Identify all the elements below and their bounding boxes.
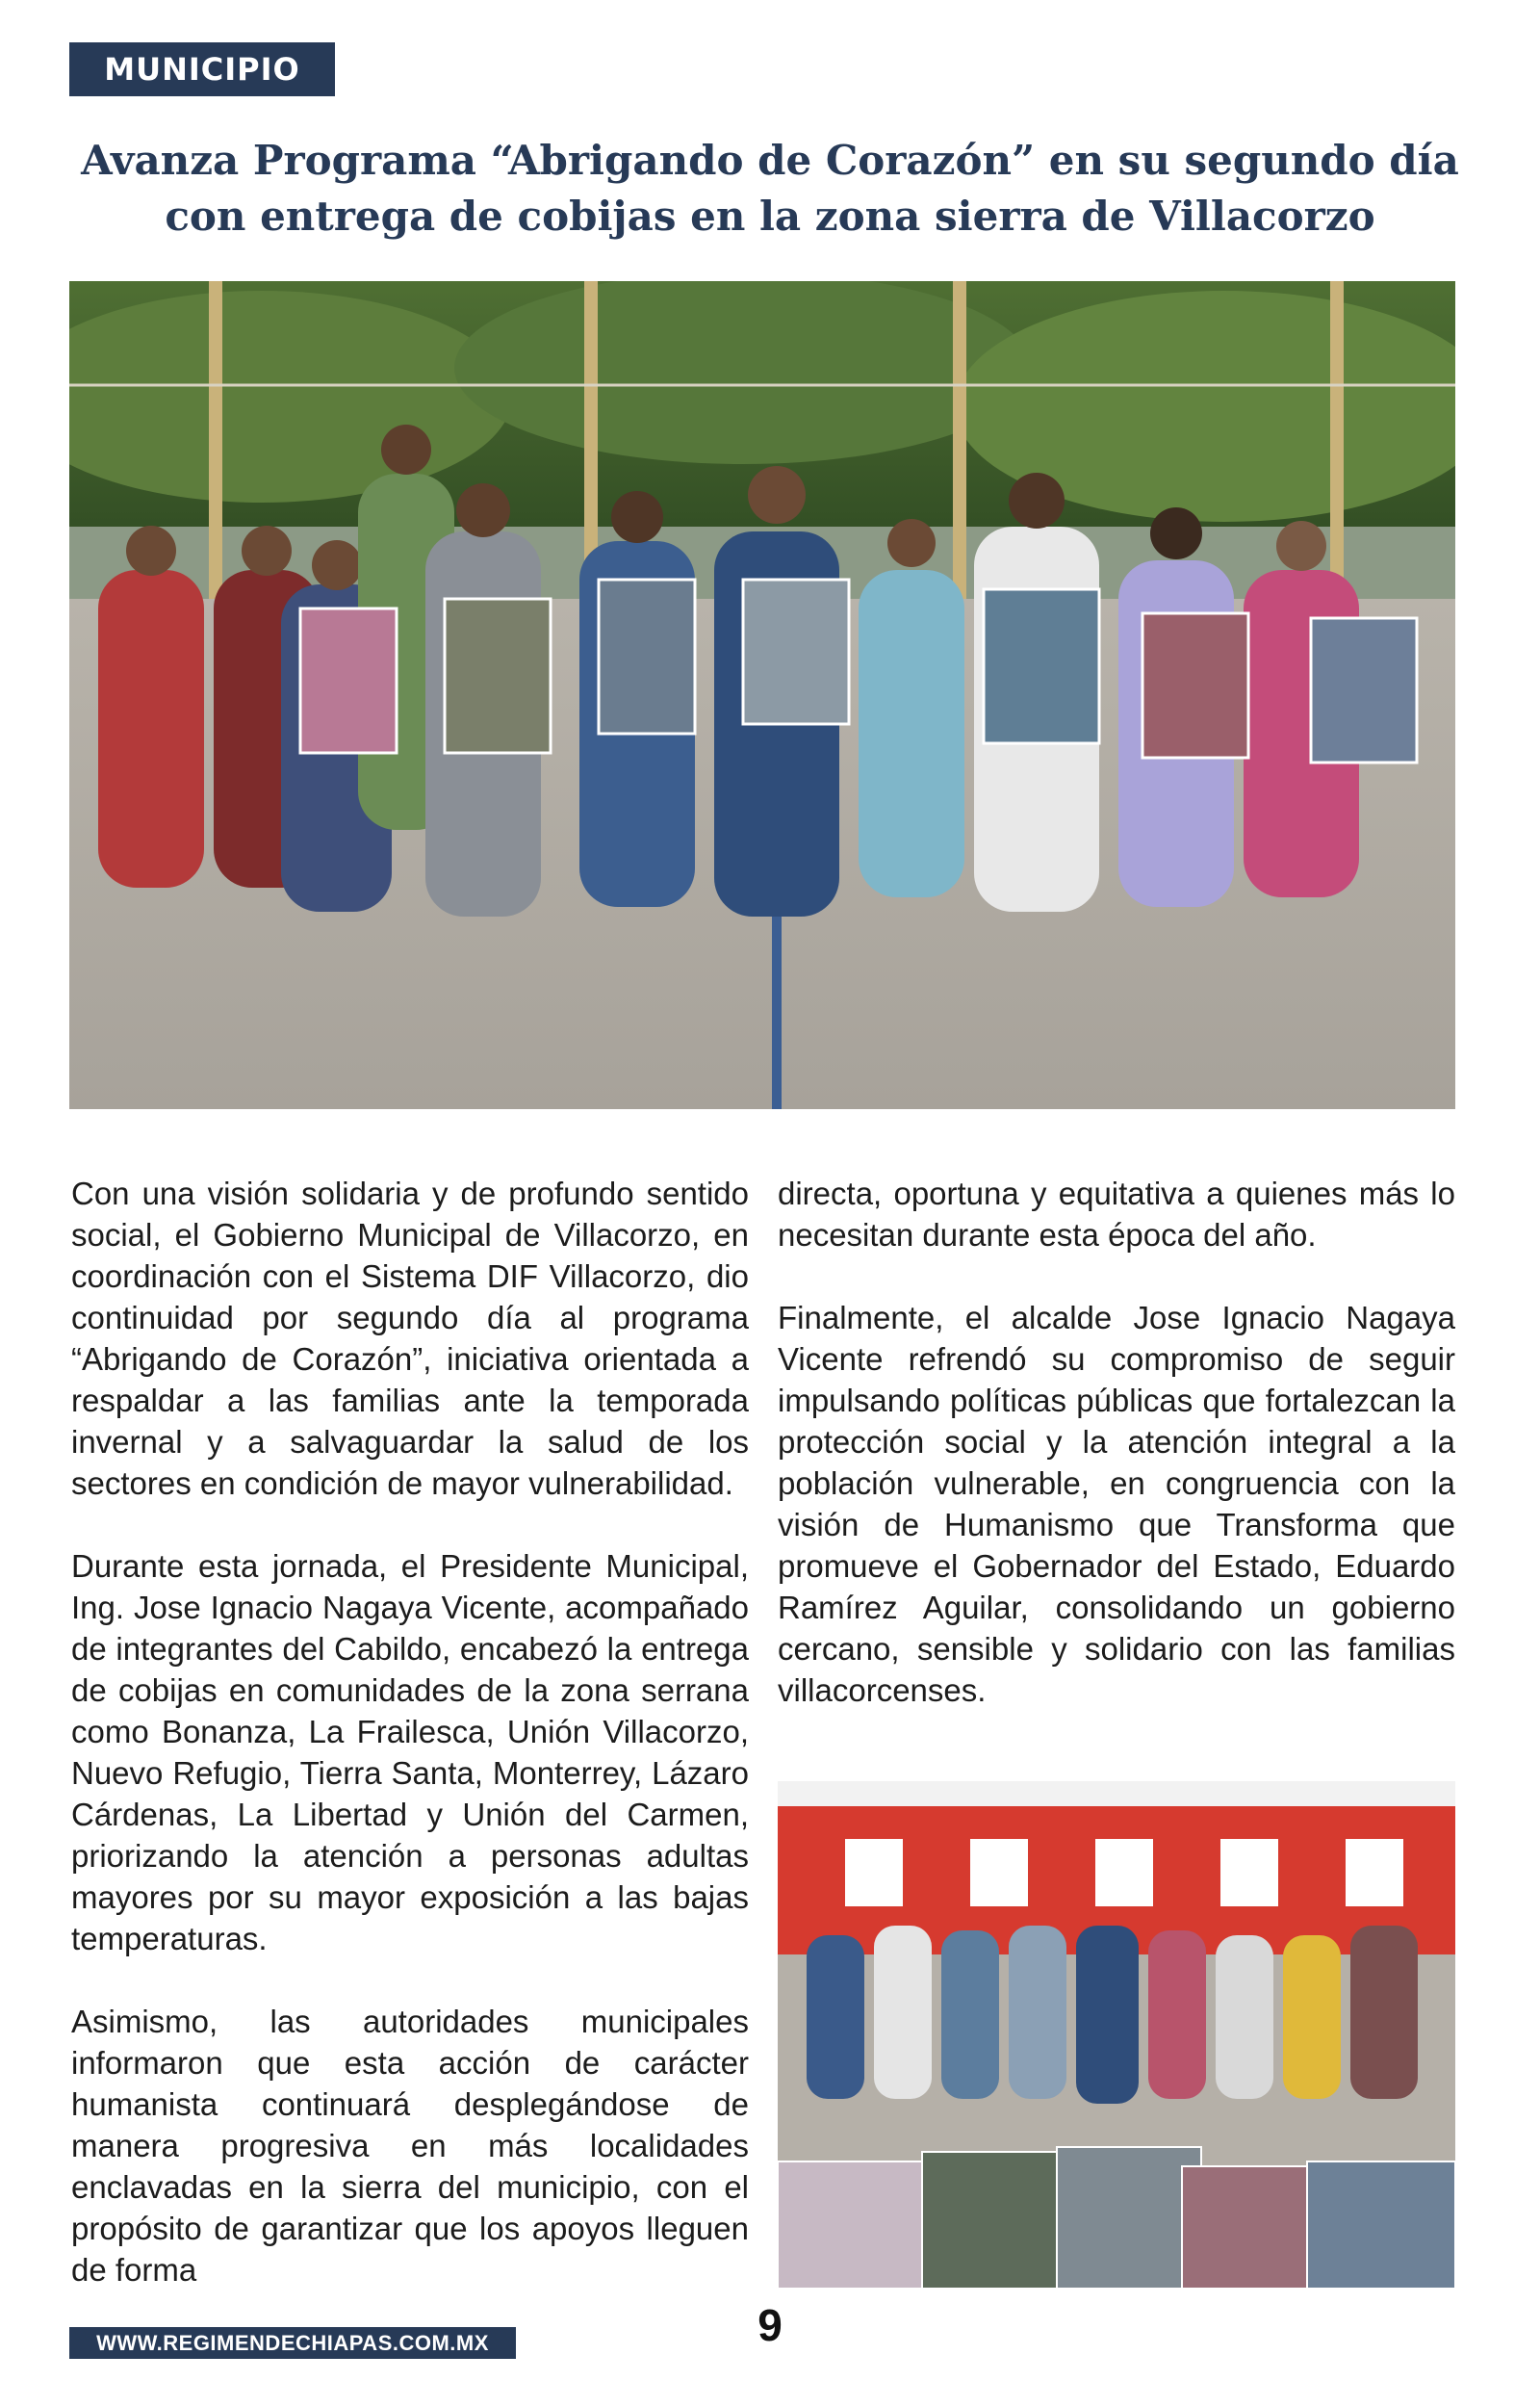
article-column-left	[71, 1173, 749, 2332]
website-url[interactable]: WWW.REGIMENDECHIAPAS.COM.MX	[69, 2327, 516, 2359]
article-paragraph: directa, oportuna y equitativa a quienes más lo necesitan durante esta época del año.	[778, 1176, 1455, 1253]
article-paragraph: Con una visión solidaria y de profundo sentido social, el Gobierno Municipal de Villacorzo, en coordinación con el Sistema DIF Villacorzo, dio continuidad por segundo día al programa “Abrigando de Corazón”, iniciativa orientada a respaldar a las familias ante la temporada invernal y a salvaguardar la salud de los sectores en condición de mayor vulnerabilidad.	[71, 1176, 749, 1501]
article-paragraph: Durante esta jornada, el Presidente Municipal, Ing. Jose Ignacio Nagaya Vicente, acompañado de integrantes del Cabildo, encabezó la entrega de cobijas en comunidades de la zona serrana como Bonanza, La Frailesca, Unión Villacorzo, Nuevo Refugio, Tierra Santa, Monterrey, Lázaro Cárdenas, La Libertad y Unión del Carmen, priorizando la atención a personas adultas mayores por su mayor exposición a las bajas temperaturas.	[71, 1548, 749, 1956]
article-paragraph: Asimismo, las autoridades municipales informaron que esta acción de carácter humanista continuará desplegándose de manera progresiva en más localidades enclavadas en la sierra del municipio, con el propósito de garantizar que los apoyos lleguen de forma	[71, 2004, 749, 2288]
section-label: MUNICIPIO	[69, 42, 335, 96]
secondary-photo	[778, 1781, 1455, 2289]
headline-line-2: con entrega de cobijas en la zona sierra de Villacorzo	[165, 193, 1375, 240]
headline-line-1: Avanza Programa “Abrigando de Corazón” en su segundo día	[81, 137, 1459, 184]
article-column-right	[778, 1173, 1455, 1752]
page-number: 9	[757, 2300, 783, 2350]
article-headline	[58, 133, 1482, 245]
article-paragraph: Finalmente, el alcalde Jose Ignacio Nagaya Vicente refrendó su compromiso de seguir impulsando políticas públicas que fortalezcan la protección social y la atención integral a la población vulnerable, en congruencia con la visión de Humanismo que Transforma que promueve el Gobernador del Estado, Eduardo Ramírez Aguilar, consolidando un gobierno cercano, sensible y solidario con las familias villacorcenses.	[778, 1300, 1455, 1708]
main-photo	[69, 281, 1455, 1109]
